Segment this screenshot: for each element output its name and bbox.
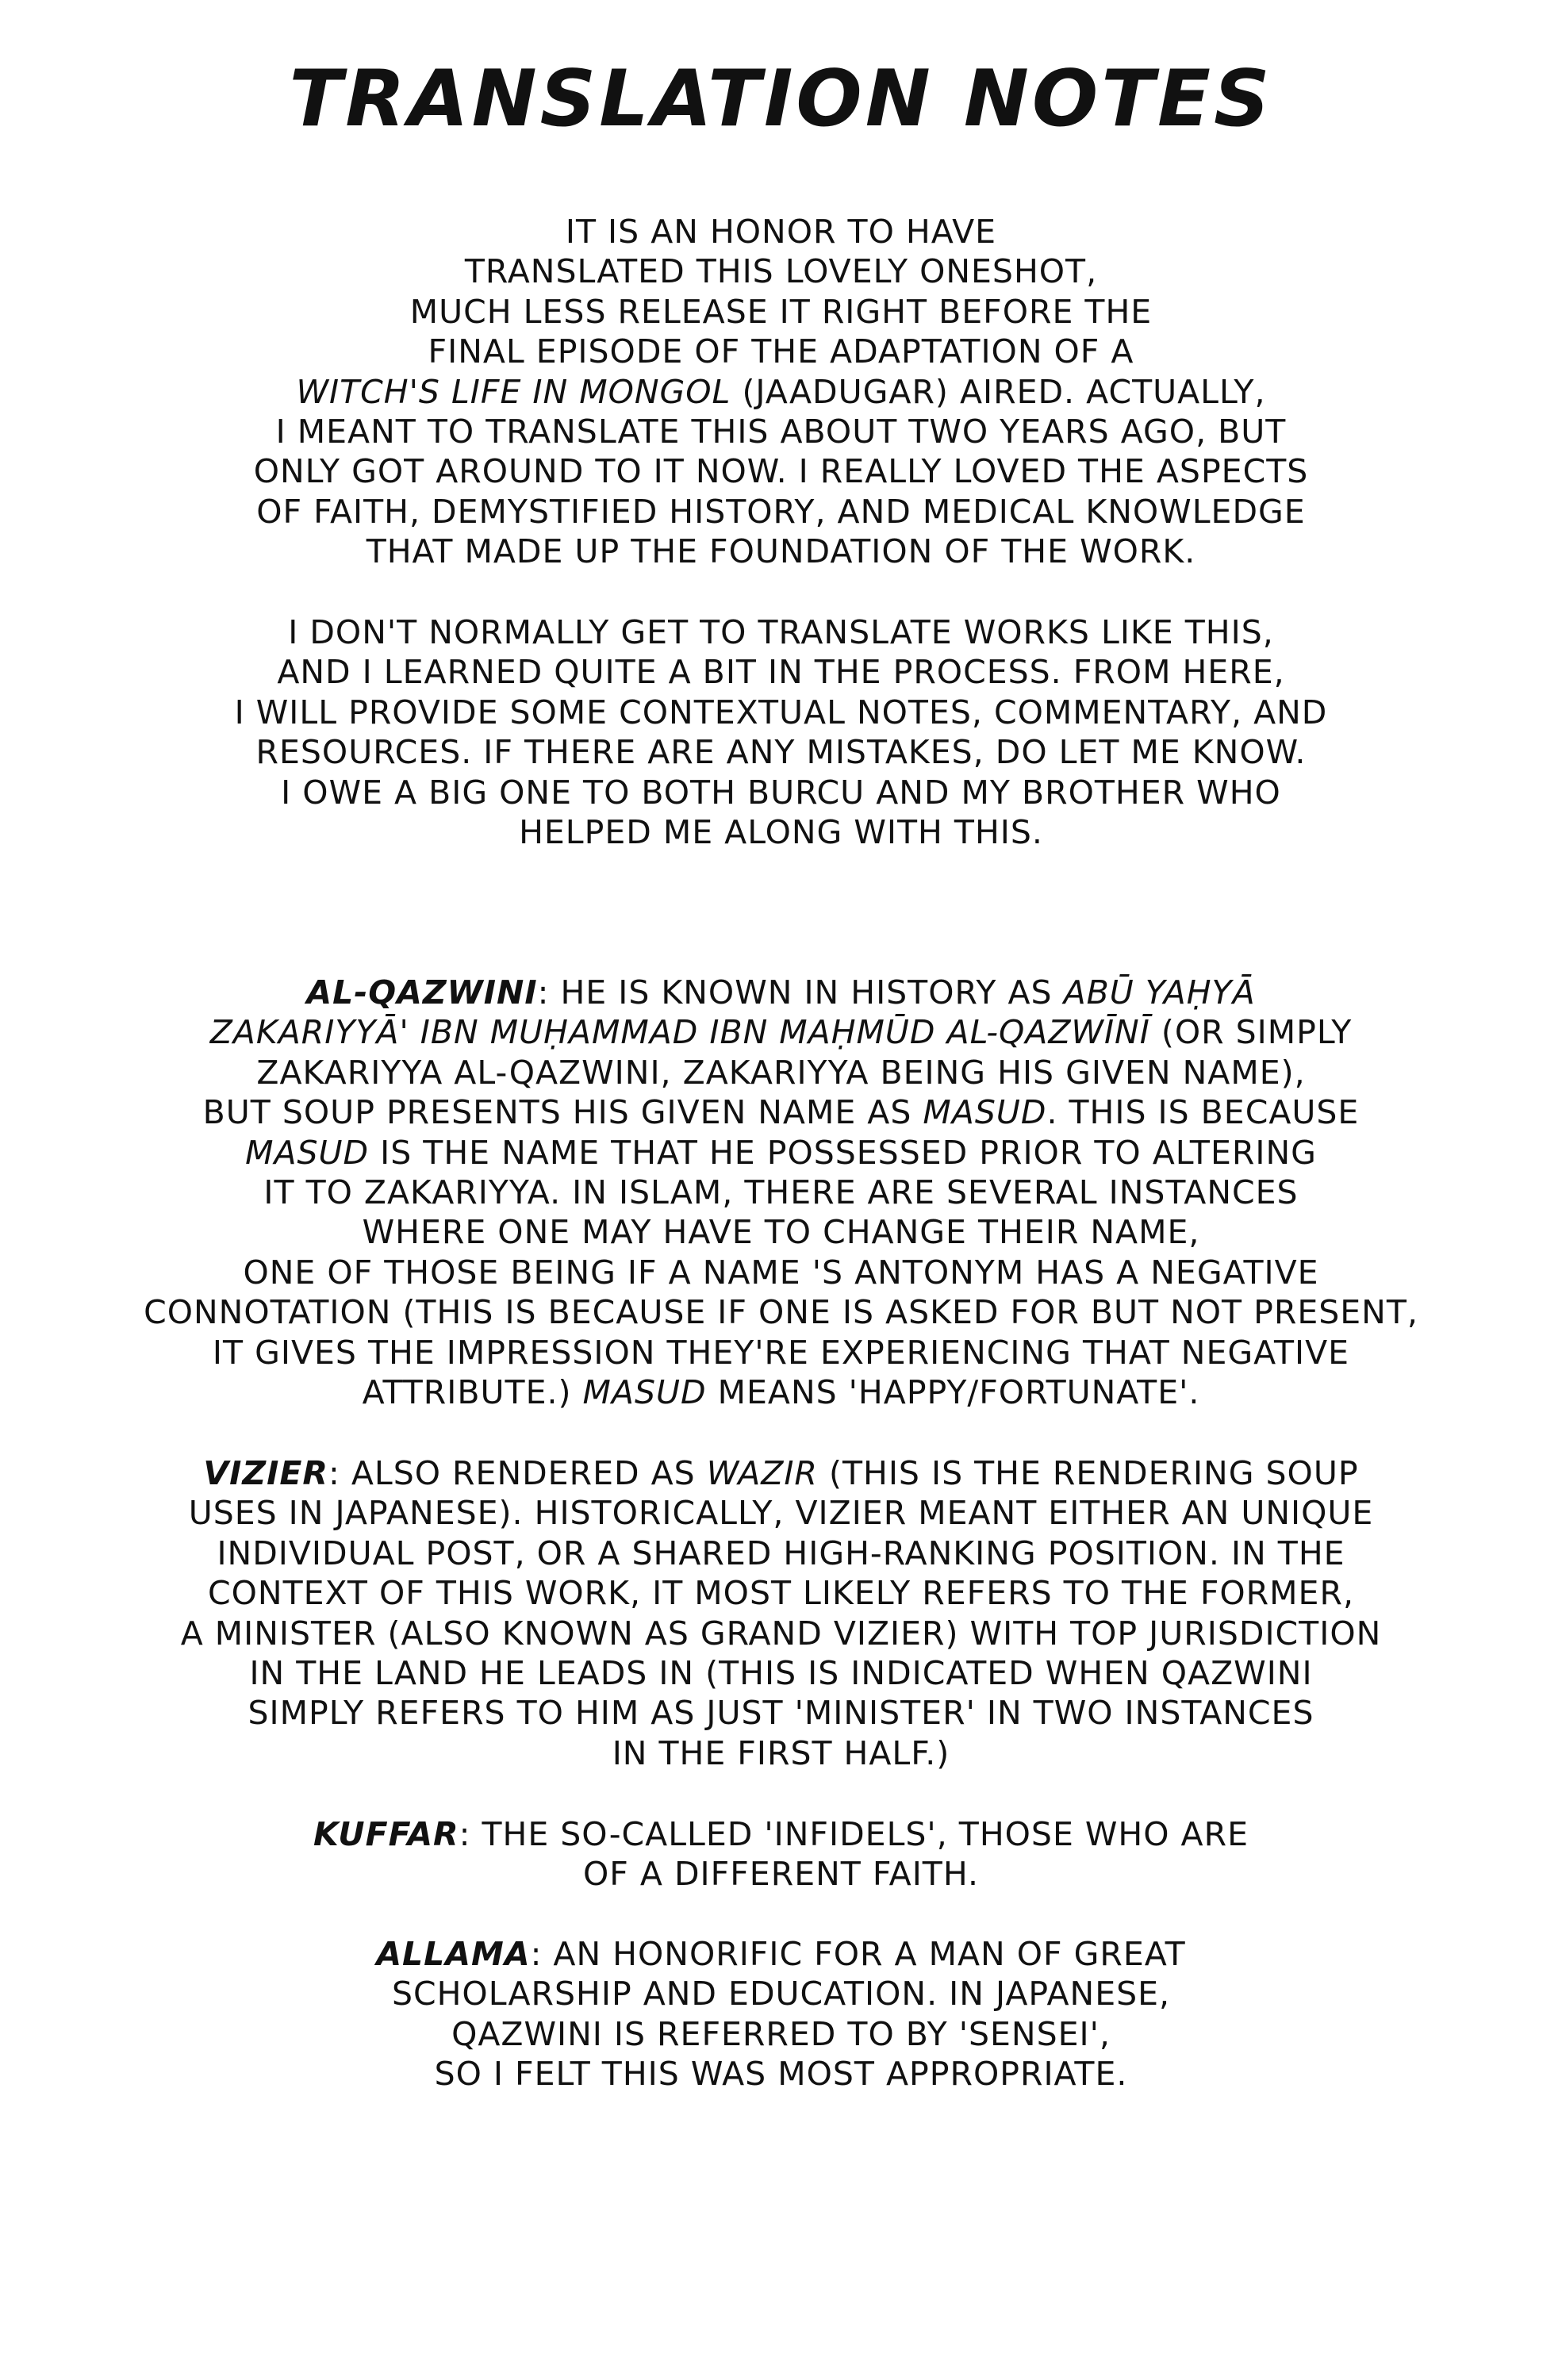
intro-paragraph-1 xyxy=(0,212,1562,572)
note-term: ALLAMA xyxy=(376,1935,531,1973)
note-kuffar xyxy=(0,1814,1562,1894)
text-fragment: BUT SOUP PRESENTS HIS GIVEN NAME AS xyxy=(202,1093,923,1132)
text-fragment: : HE IS KNOWN IN HISTORY AS xyxy=(537,973,1064,1012)
text-line: I WILL PROVIDE SOME CONTEXTUAL NOTES, COMMENTARY, AND xyxy=(234,693,1328,731)
text-line xyxy=(0,1453,1562,1493)
note-vizier xyxy=(0,1453,1562,1773)
work-title: WITCH'S LIFE IN MONGOL xyxy=(296,372,731,411)
note-al-qazwini xyxy=(0,973,1562,1412)
text-emphasis: ABŪ YAḤYĀ xyxy=(1063,973,1256,1012)
text-line: IT IS AN HONOR TO HAVE xyxy=(565,213,997,251)
text-line: FINAL EPISODE OF THE ADAPTATION OF A xyxy=(428,332,1134,371)
text-emphasis: MASUD xyxy=(923,1093,1047,1132)
text-line: USES IN JAPANESE). HISTORICALLY, VIZIER MEANT EITHER AN UNIQUE xyxy=(188,1494,1374,1533)
text-line: QAZWINI IS REFERRED TO BY 'SENSEI', xyxy=(451,2014,1111,2053)
intro-paragraph-2 xyxy=(0,612,1562,852)
text-line xyxy=(0,1012,1562,1052)
text-line: INDIVIDUAL POST, OR A SHARED HIGH-RANKING POSITION. IN THE xyxy=(217,1534,1345,1572)
text-fragment: : ALSO RENDERED AS xyxy=(328,1454,707,1492)
text-line: IN THE FIRST HALF.) xyxy=(612,1733,950,1772)
text-emphasis: MASUD xyxy=(245,1133,370,1172)
text-line: OF A DIFFERENT FAITH. xyxy=(583,1855,979,1894)
text-line: A MINISTER (ALSO KNOWN AS GRAND VIZIER) WITH TOP JURISDICTION xyxy=(180,1614,1382,1653)
text-line: I MEANT TO TRANSLATE THIS ABOUT TWO YEARS AGO, BUT xyxy=(275,413,1287,451)
text-line: ONLY GOT AROUND TO IT NOW. I REALLY LOVED THE ASPECTS xyxy=(253,452,1309,491)
text-line: AND I LEARNED QUITE A BIT IN THE PROCESS. FROM HERE, xyxy=(277,653,1285,692)
text-line xyxy=(0,1814,1562,1854)
text-line: SCHOLARSHIP AND EDUCATION. IN JAPANESE, xyxy=(391,1975,1171,2013)
text-fragment: (OR SIMPLY xyxy=(1149,1013,1353,1052)
text-line: IT TO ZAKARIYYA. IN ISLAM, THERE ARE SEVERAL INSTANCES xyxy=(263,1173,1299,1212)
text-line xyxy=(0,372,1562,412)
text-line: ONE OF THOSE BEING IF A NAME 'S ANTONYM HAS A NEGATIVE xyxy=(243,1253,1319,1292)
text-line xyxy=(0,1934,1562,1974)
text-emphasis: ZAKARIYYĀ' IBN MUḤAMMAD IBN MAḤMŪD AL-QAZWĪNĪ xyxy=(209,1013,1150,1052)
text-line: WHERE ONE MAY HAVE TO CHANGE THEIR NAME, xyxy=(362,1213,1200,1252)
text-fragment: : THE SO-CALLED 'INFIDELS', THOSE WHO ARE xyxy=(459,1815,1249,1853)
text-line xyxy=(0,1372,1562,1412)
text-line: IT GIVES THE IMPRESSION THEY'RE EXPERIENCING THAT NEGATIVE xyxy=(212,1333,1350,1372)
text-line: OF FAITH, DEMYSTIFIED HISTORY, AND MEDICAL KNOWLEDGE xyxy=(256,492,1306,531)
text-line xyxy=(0,973,1562,1012)
note-allama xyxy=(0,1934,1562,2094)
text-line: TRANSLATED THIS LOVELY ONESHOT, xyxy=(464,252,1098,291)
text-line: IN THE LAND HE LEADS IN (THIS IS INDICATED WHEN QAZWINI xyxy=(249,1654,1313,1693)
text-line: HELPED ME ALONG WITH THIS. xyxy=(519,813,1043,852)
text-line: MUCH LESS RELEASE IT RIGHT BEFORE THE xyxy=(409,292,1153,331)
text-fragment: IS THE NAME THAT HE POSSESSED PRIOR TO ALTERING xyxy=(369,1133,1317,1172)
text-fragment: MEANS 'HAPPY/FORTUNATE'. xyxy=(706,1373,1200,1412)
text-line: I DON'T NORMALLY GET TO TRANSLATE WORKS LIKE THIS, xyxy=(288,613,1274,651)
text-line: THAT MADE UP THE FOUNDATION OF THE WORK. xyxy=(366,532,1196,571)
text-fragment: . THIS IS BECAUSE xyxy=(1046,1093,1360,1132)
text-line: I OWE A BIG ONE TO BOTH BURCU AND MY BROTHER WHO xyxy=(281,773,1281,812)
text-fragment: (THIS IS THE RENDERING SOUP xyxy=(817,1454,1359,1492)
text-line xyxy=(0,1092,1562,1132)
text-line: CONNOTATION (THIS IS BECAUSE IF ONE IS ASKED FOR BUT NOT PRESENT, xyxy=(144,1293,1418,1332)
text-fragment: (JAADUGAR) AIRED. ACTUALLY, xyxy=(731,372,1266,411)
text-line: SIMPLY REFERS TO HIM AS JUST 'MINISTER' IN TWO INSTANCES xyxy=(248,1694,1314,1733)
text-emphasis: MASUD xyxy=(582,1373,707,1412)
text-line: ZAKARIYYA AL-QAZWINI, ZAKARIYYA BEING HIS GIVEN NAME), xyxy=(256,1053,1306,1092)
text-fragment: ATTRIBUTE.) xyxy=(362,1373,583,1412)
note-term: KUFFAR xyxy=(313,1815,459,1853)
text-line xyxy=(0,1133,1562,1173)
text-line: CONTEXT OF THIS WORK, IT MOST LIKELY REFERS TO THE FORMER, xyxy=(208,1574,1354,1613)
text-line: SO I FELT THIS WAS MOST APPROPRIATE. xyxy=(434,2055,1128,2094)
text-emphasis: WAZIR xyxy=(706,1454,818,1492)
page-title: TRANSLATION NOTES xyxy=(289,54,1273,144)
note-term: AL-QAZWINI xyxy=(306,973,538,1012)
text-fragment: : AN HONORIFIC FOR A MAN OF GREAT xyxy=(530,1935,1186,1973)
text-line: RESOURCES. IF THERE ARE ANY MISTAKES, DO LET ME KNOW. xyxy=(255,733,1307,772)
note-term: VIZIER xyxy=(203,1454,328,1492)
